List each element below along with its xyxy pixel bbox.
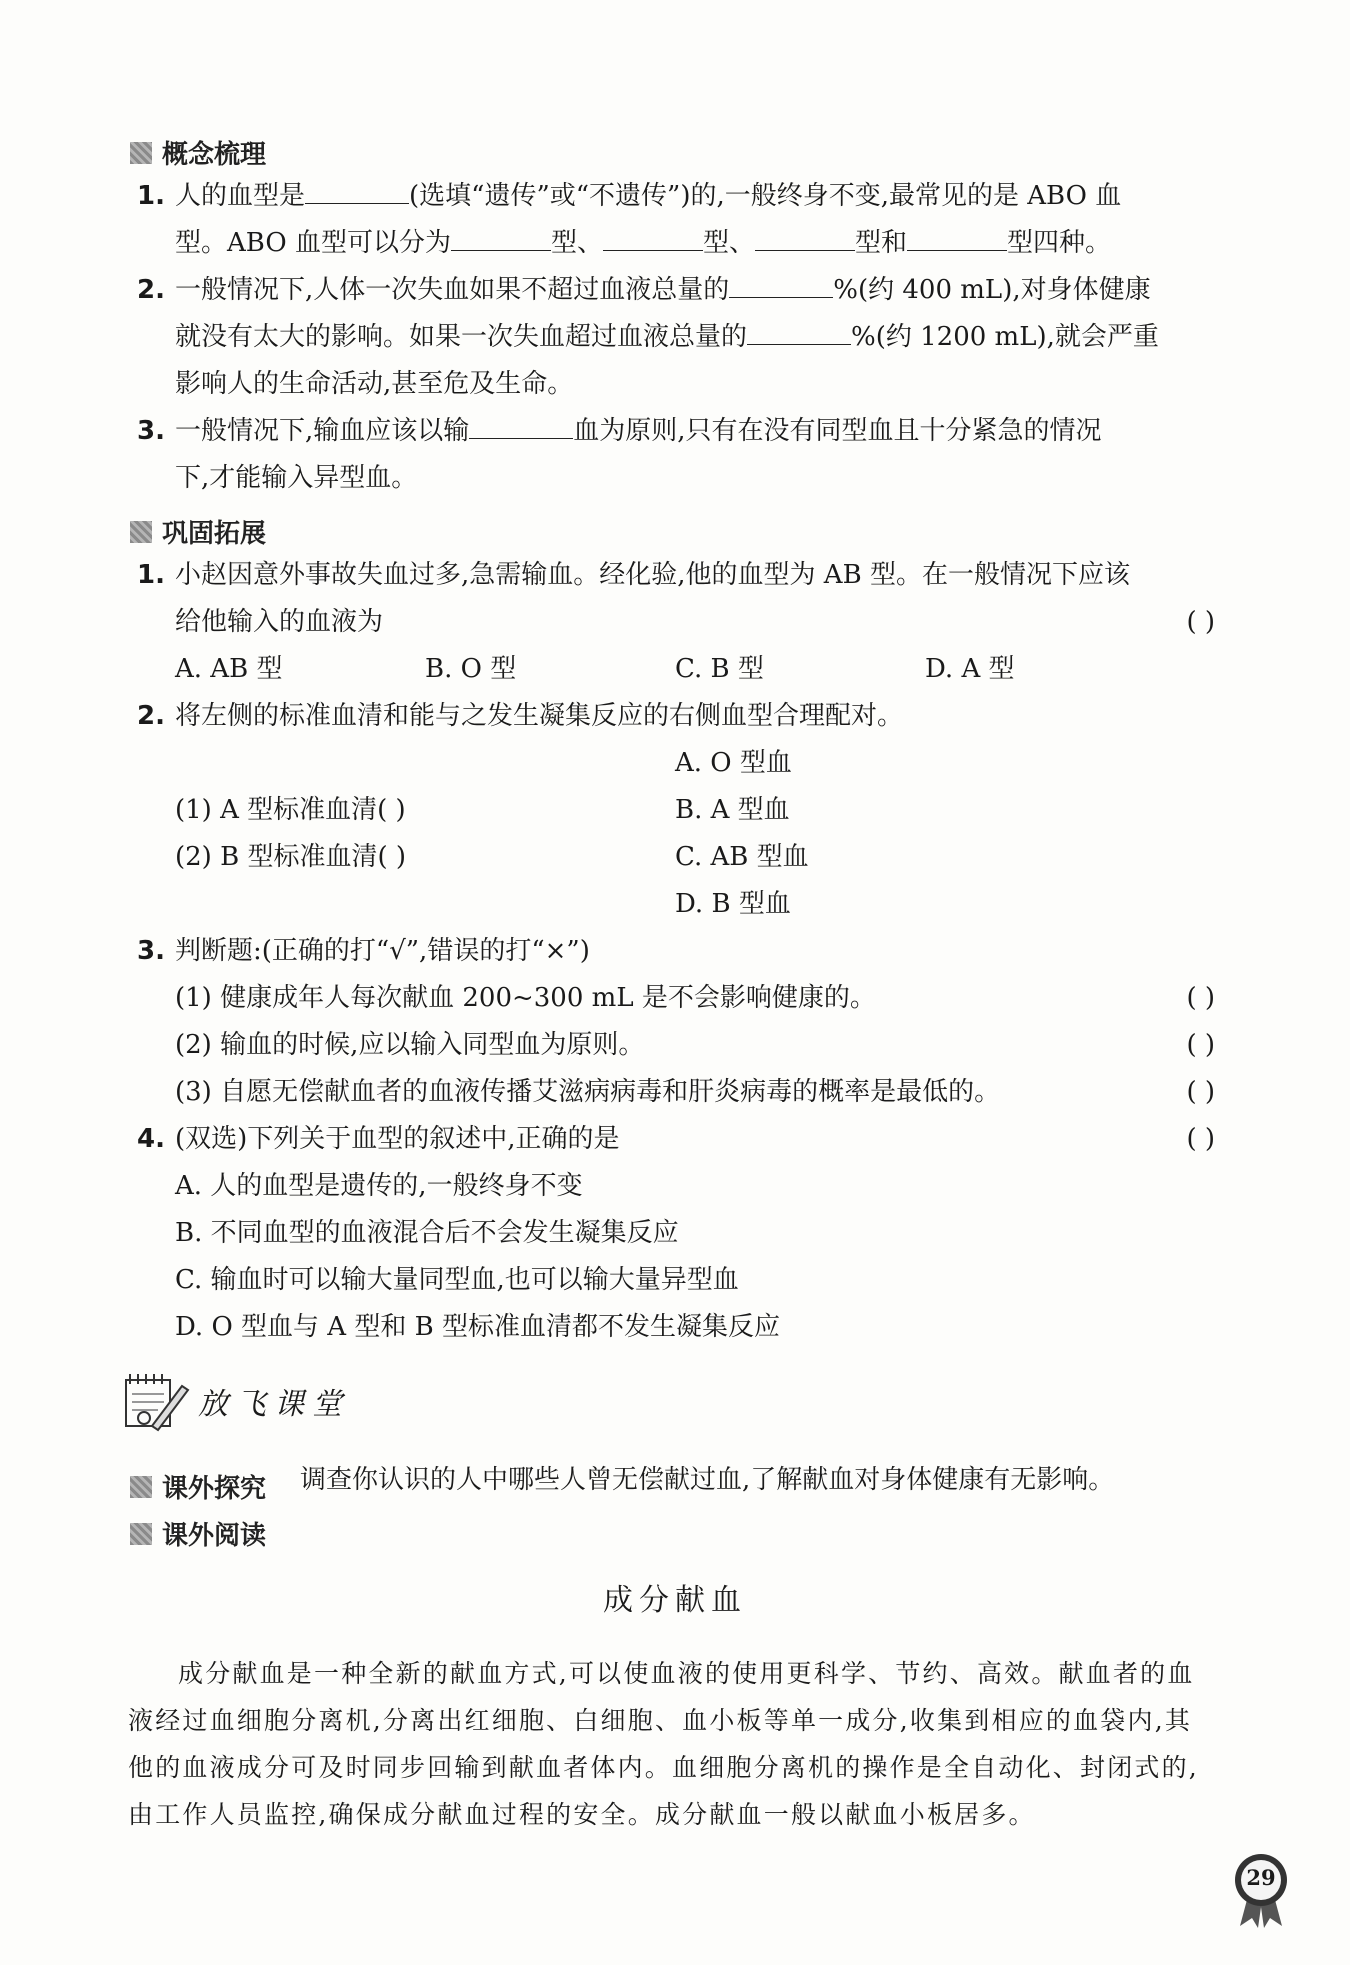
concept-q3-line2 xyxy=(175,455,417,502)
section-marker-icon xyxy=(130,521,152,543)
page-number: 29 xyxy=(1246,1865,1276,1890)
answer-parentheses[interactable]: ( ) xyxy=(1186,983,1215,1013)
judge-item-1: (1) 健康成年人每次献血 200~300 mL 是不会影响健康的。 xyxy=(175,983,876,1013)
question-number: 1. xyxy=(137,560,165,590)
explore-text: 调查你认识的人中哪些人曾无偿献过血,了解献血对身体健康有无影响。 xyxy=(300,1465,1115,1495)
q4-option-a: A. 人的血型是遗传的,一般终身不变 xyxy=(175,1171,583,1201)
concept-q2-line3 xyxy=(175,361,573,408)
text: 型、 xyxy=(550,228,603,258)
text: 型四种。 xyxy=(1007,228,1112,258)
reading-title: 成分献血 xyxy=(603,1583,747,1618)
fly-classroom-banner xyxy=(122,1370,350,1432)
match-left-2[interactable]: (2) B 型标准血清( ) xyxy=(175,842,407,872)
text: 判断题:(正确的打“√”,错误的打“×”) xyxy=(175,936,590,966)
ribbon-badge-icon xyxy=(1232,1852,1290,1928)
section-marker-icon xyxy=(130,1523,152,1545)
answer-blank[interactable] xyxy=(729,275,833,298)
section-explore-header xyxy=(130,1468,266,1505)
text: 血为原则,只有在没有同型血且十分紧急的情况 xyxy=(573,416,1102,446)
text: 人的血型是 xyxy=(175,181,306,211)
option-a: A. AB 型 xyxy=(175,654,283,684)
reading-line-4: 由工作人员监控,确保成分献血过程的安全。成分献血一般以献血小板居多。 xyxy=(128,1800,1036,1829)
answer-blank[interactable] xyxy=(469,416,573,439)
concept-q1-line1 xyxy=(137,173,1121,220)
match-right-a: A. O 型血 xyxy=(675,748,792,778)
q4-option-d: D. O 型血与 A 型和 B 型标准血清都不发生凝集反应 xyxy=(175,1312,780,1342)
concept-q2-line2 xyxy=(175,314,1159,361)
question-number: 1. xyxy=(137,181,165,211)
text: 一般情况下,人体一次失血如果不超过血液总量的 xyxy=(175,275,730,305)
answer-parentheses[interactable]: ( ) xyxy=(1186,1077,1215,1107)
text: 小赵因意外事故失血过多,急需输血。经化验,他的血型为 AB 型。在一般情况下应该 xyxy=(175,560,1130,590)
match-left-1[interactable]: (1) A 型标准血清( ) xyxy=(175,795,406,825)
section-reading-header xyxy=(130,1515,266,1552)
text: 下,才能输入异型血。 xyxy=(175,463,418,493)
section-title: 巩固拓展 xyxy=(162,519,267,549)
text: 型、 xyxy=(702,228,755,258)
match-right-b: B. A 型血 xyxy=(675,795,790,825)
section-marker-icon xyxy=(130,1476,152,1498)
match-right-c: C. AB 型血 xyxy=(675,842,809,872)
question-number: 3. xyxy=(137,416,165,446)
banner-title: 放飞课堂 xyxy=(198,1387,350,1422)
answer-parentheses[interactable]: ( ) xyxy=(1186,1124,1215,1154)
text: 型。ABO 血型可以分为 xyxy=(175,228,451,258)
answer-blank[interactable] xyxy=(747,322,851,345)
answer-blank[interactable] xyxy=(603,228,703,251)
consolidate-q1-line1 xyxy=(137,552,1130,599)
text: %(约 1200 mL),就会严重 xyxy=(851,322,1159,352)
answer-blank[interactable] xyxy=(755,228,855,251)
answer-parentheses[interactable]: ( ) xyxy=(1186,607,1215,637)
reading-line-2: 液经过血细胞分离机,分离出红细胞、白细胞、血小板等单一成分,收集到相应的血袋内,其 xyxy=(128,1706,1193,1735)
page-number-badge xyxy=(1232,1852,1290,1928)
consolidate-q3-line1 xyxy=(137,928,590,975)
section-concept-header xyxy=(130,134,266,171)
reading-line-1: 成分献血是一种全新的献血方式,可以使血液的使用更科学、节约、高效。献血者的血 xyxy=(178,1659,1195,1688)
option-d: D. A 型 xyxy=(925,654,1015,684)
match-right-d: D. B 型血 xyxy=(675,889,791,919)
answer-blank[interactable] xyxy=(451,228,551,251)
section-consolidate-header xyxy=(130,513,266,550)
text: 给他输入的血液为 xyxy=(175,607,384,637)
option-c: C. B 型 xyxy=(675,654,764,684)
question-number: 2. xyxy=(137,275,165,305)
option-b: B. O 型 xyxy=(425,654,517,684)
judge-item-2: (2) 输血的时候,应以输入同型血为原则。 xyxy=(175,1030,645,1060)
consolidate-q1-line2 xyxy=(175,599,383,646)
notebook-pencil-icon xyxy=(122,1370,190,1432)
answer-parentheses[interactable]: ( ) xyxy=(1186,1030,1215,1060)
question-number: 2. xyxy=(137,701,165,731)
section-title: 课外阅读 xyxy=(162,1521,267,1551)
concept-q3-line1 xyxy=(137,408,1102,455)
text: (选填“遗传”或“不遗传”)的,一般终身不变,最常见的是 ABO 血 xyxy=(409,181,1122,211)
section-title: 课外探究 xyxy=(162,1474,267,1504)
text: 型和 xyxy=(854,228,907,258)
judge-item-3: (3) 自愿无偿献血者的血液传播艾滋病病毒和肝炎病毒的概率是最低的。 xyxy=(175,1077,1001,1107)
answer-blank[interactable] xyxy=(907,228,1007,251)
reading-line-3: 他的血液成分可及时同步回输到献血者体内。血细胞分离机的操作是全自动化、封闭式的, xyxy=(128,1753,1199,1782)
text: 就没有太大的影响。如果一次失血超过血液总量的 xyxy=(175,322,748,352)
consolidate-q2-line1 xyxy=(137,693,903,740)
consolidate-q4-line1 xyxy=(137,1116,620,1163)
q4-option-b: B. 不同血型的血液混合后不会发生凝集反应 xyxy=(175,1218,679,1248)
text: 将左侧的标准血清和能与之发生凝集反应的右侧血型合理配对。 xyxy=(175,701,904,731)
text: 一般情况下,输血应该以输 xyxy=(175,416,470,446)
section-marker-icon xyxy=(130,142,152,164)
q4-option-c: C. 输血时可以输大量同型血,也可以输大量异型血 xyxy=(175,1265,739,1295)
concept-q2-line1 xyxy=(137,267,1151,314)
question-number: 3. xyxy=(137,936,165,966)
question-number: 4. xyxy=(137,1124,165,1154)
text: 影响人的生命活动,甚至危及生命。 xyxy=(175,369,574,399)
section-title: 概念梳理 xyxy=(162,140,267,170)
text: %(约 400 mL),对身体健康 xyxy=(833,275,1151,305)
concept-q1-line2 xyxy=(175,220,1111,267)
answer-blank[interactable] xyxy=(305,181,409,204)
text: (双选)下列关于血型的叙述中,正确的是 xyxy=(175,1124,620,1154)
